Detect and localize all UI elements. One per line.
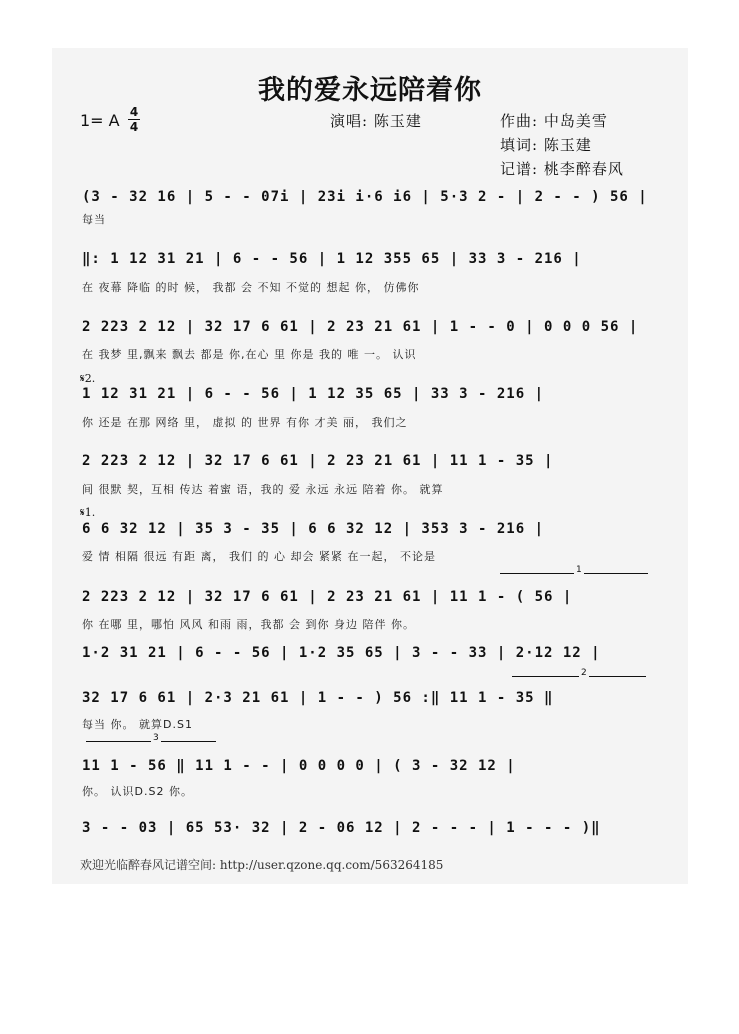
score-line-8: 1·2 31 21 | 6 - - 56 | 1·2 35 65 | 3 - - 33 | 2·12 12 | — [82, 645, 601, 661]
ending-3-bracket — [86, 733, 216, 743]
time-signature-top: 4 — [129, 105, 139, 119]
segno-2-marker: 𝄋2. — [80, 372, 96, 385]
footer-note: 欢迎光临醉春风记谱空间: http://user.qzone.qq.com/563264185 — [80, 858, 444, 872]
lyric-line-4: 你 还是 在那 网络 里， 虚拟 的 世界 有你 才美 丽， 我们之 — [82, 416, 408, 429]
score-line-11: 3 - - 03 | 65 53· 32 | 2 - 06 12 | 2 - - - | 1 - - - )‖ — [82, 820, 601, 836]
score-line-3: 2 223 2 12 | 32 17 6 61 | 2 23 21 61 | 1 - - 0 | 0 0 0 56 | — [82, 319, 639, 335]
page-title: 我的爱永远陪着你 — [258, 75, 482, 106]
lyric-line-7: 你 在哪 里，哪怕 风风 和雨 雨，我都 会 到你 身边 陪伴 你。 — [82, 618, 415, 631]
ending-3-label: 3 — [153, 733, 159, 743]
score-line-7: 2 223 2 12 | 32 17 6 61 | 2 23 21 61 | 11 1 - ( 56 | — [82, 589, 573, 605]
score-line-1: (3 - 32 16 | 5 - - 07i | 23i i·6 i6 | 5·3 2 - | 2 - - ) 56 | — [82, 189, 648, 205]
lyricist-credit: 填词: 陈玉建 — [500, 136, 592, 154]
lyric-line-10: 你。 认识D.S2 你。 — [82, 785, 193, 798]
score-sheet — [52, 48, 688, 884]
lyric-line-9: 每当 你。 就算D.S1 — [82, 718, 193, 731]
lyric-line-5: 间 很默 契，互相 传达 着蜜 语，我的 爱 永远 永远 陪着 你。 就算 — [82, 483, 444, 496]
score-line-10: 11 1 - 56 ‖ 11 1 - - | 0 0 0 0 | ( 3 - 32 12 | — [82, 758, 516, 774]
segno-1-marker: 𝄋1. — [80, 506, 96, 519]
time-signature-bottom: 4 — [129, 120, 139, 134]
score-line-6: 6 6 32 12 | 35 3 - 35 | 6 6 32 12 | 353 3 - 216 | — [82, 521, 545, 537]
score-line-2: ‖: 1 12 31 21 | 6 - - 56 | 1 12 355 65 | 33 3 - 216 | — [82, 251, 582, 267]
lyric-line-2: 在 夜幕 降临 的时 候， 我都 会 不知 不觉的 想起 你， 仿佛你 — [82, 281, 420, 294]
score-line-9: 32 17 6 61 | 2·3 21 61 | 1 - - ) 56 :‖ 11 1 - 35 ‖ — [82, 690, 554, 706]
ending-1-label: 1 — [576, 565, 582, 575]
lyric-line-1: 每当 — [82, 213, 106, 226]
key-signature: 1= A — [80, 111, 120, 130]
lyric-line-6: 爱 情 相隔 很远 有距 离， 我们 的 心 却会 紧紧 在一起， 不论是 — [82, 550, 436, 563]
ending-1-bracket — [500, 565, 648, 575]
time-signature — [128, 106, 140, 133]
lyric-line-3: 在 我梦 里,飘来 飘去 都是 你,在心 里 你是 我的 唯 一。 认识 — [82, 348, 417, 361]
transcriber-credit: 记谱: 桃李醉春风 — [500, 160, 624, 178]
score-line-5: 2 223 2 12 | 32 17 6 61 | 2 23 21 61 | 11 1 - 35 | — [82, 453, 554, 469]
score-line-4: 1 12 31 21 | 6 - - 56 | 1 12 35 65 | 33 3 - 216 | — [82, 386, 545, 402]
ending-2-bracket — [512, 668, 646, 678]
ending-2-label: 2 — [581, 668, 587, 678]
composer-credit: 作曲: 中岛美雪 — [500, 112, 608, 130]
singer-credit: 演唱: 陈玉建 — [330, 112, 422, 130]
